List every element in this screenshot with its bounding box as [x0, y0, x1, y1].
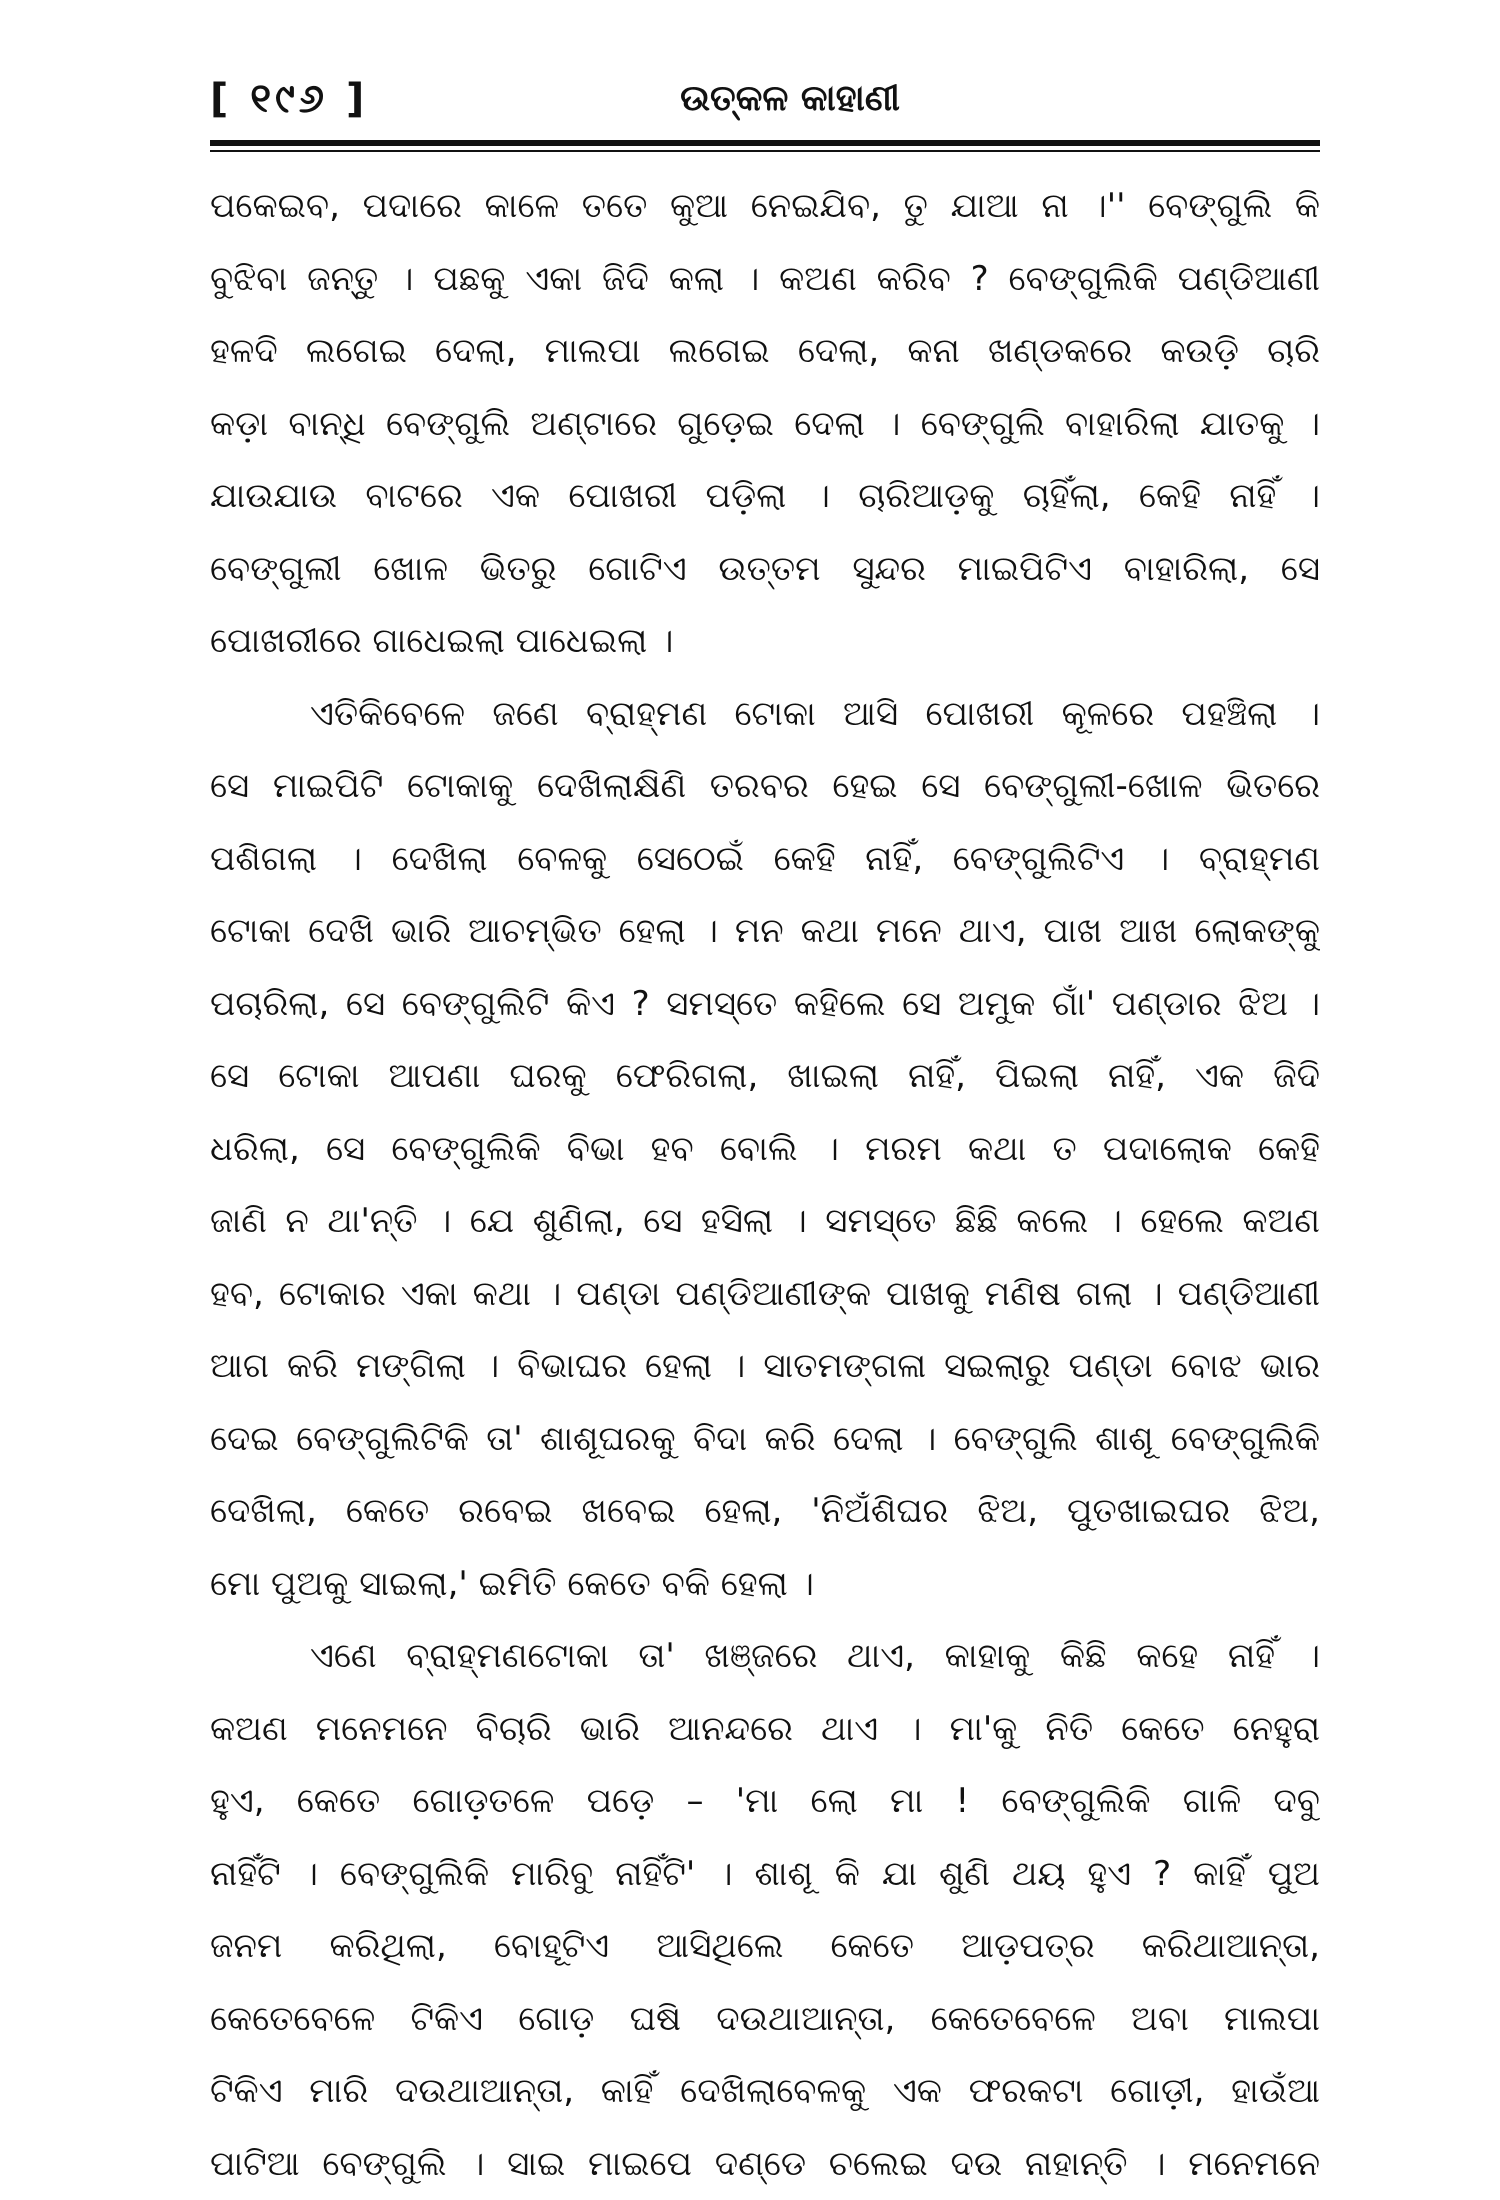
page-number: [ ୧୯୬ ]	[210, 76, 368, 122]
text-line: ବେଙ୍ଗୁଲୀ ଖୋଳ ଭିତରୁ ଗୋଟିଏ ଉତ୍ତମ ସୁନ୍ଦର ମାଇପିଟିଏ ବାହାରିଲା, ସେ	[210, 533, 1320, 606]
text-line: ଜନମ କରିଥିଲା, ବୋହୂଟିଏ ଆସିଥିଲେ କେତେ ଆଡ଼ପତ୍ର କରିଥାଆନ୍ତା,	[210, 1910, 1320, 1983]
text-line: ଦେଇ ବେଙ୍ଗୁଲିଟିକି ତା' ଶାଶୂଘରକୁ ବିଦା କରି ଦେଲା । ବେଙ୍ଗୁଲି ଶାଶୂ ବେଙ୍ଗୁଲିକି	[210, 1403, 1320, 1476]
text-line: ଜାଣି ନ ଥା'ନ୍ତି । ଯେ ଶୁଣିଲା, ସେ ହସିଲା । ସମସ୍ତେ ଛିଛି କଲେ । ହେଲେ କଅଣ	[210, 1185, 1320, 1258]
header-rule-thin	[210, 150, 1320, 152]
text-line: ପଚାରିଲା, ସେ ବେଙ୍ଗୁଲିଟି କିଏ ? ସମସ୍ତେ କହିଲେ ସେ ଅମୁକ ଗାଁ' ପଣ୍ଡାର ଝିଅ ।	[210, 968, 1320, 1041]
text-line: ସେ ଟୋକା ଆପଣା ଘରକୁ ଫେରିଗଲା, ଖାଇଲା ନାହିଁ, ପିଇଲା ନାହିଁ, ଏକ ଜିଦି	[210, 1040, 1320, 1113]
text-line: ମୋ ପୁଅକୁ ସାଇଲା,' ଇମିତି କେତେ ବକି ହେଲା ।	[210, 1548, 1320, 1621]
text-line: ହୁଏ, କେତେ ଗୋଡ଼ତଳେ ପଡ଼େ – 'ମା ଲୋ ମା ! ବେଙ୍ଗୁଲିକି ଗାଳି ଦବୁ	[210, 1765, 1320, 1838]
page-header	[210, 70, 1320, 130]
text-line: ବୁଝିବା ଜନ୍ତୁ । ପଛକୁ ଏକା ଜିଦି କଲା । କଅଣ କରିବ ? ବେଙ୍ଗୁଲିକି ପଣ୍ଡିଆଣୀ	[210, 243, 1320, 316]
text-line: ଯାଉଯାଉ ବାଟରେ ଏକ ପୋଖରୀ ପଡ଼ିଲା । ଚାରିଆଡ଼କୁ ଚାହିଁଲା, କେହି ନାହିଁ ।	[210, 460, 1320, 533]
text-line: ସେ ମାଇପିଟି ଟୋକାକୁ ଦେଖିଲାକ୍ଷିଣି ତରବର ହେଇ ସେ ବେଙ୍ଗୁଲୀ-ଖୋଳ ଭିତରେ	[210, 750, 1320, 823]
text-line: ଦେଖିଲା, କେତେ ରବେଇ ଖବେଇ ହେଲା, 'ନିଅଁଶିଘର ଝିଅ, ପୁତଖାଇଘର ଝିଅ,	[210, 1475, 1320, 1548]
text-line: ପଶିଗଲା । ଦେଖିଲା ବେଳକୁ ସେଠେଇଁ କେହି ନାହିଁ, ବେଙ୍ଗୁଲିଟିଏ । ବ୍ରାହ୍ମଣ	[210, 823, 1320, 896]
text-line: ଟୋକା ଦେଖି ଭାରି ଆଚମ୍ଭିତ ହେଲା । ମନ କଥା ମନେ ଥାଏ, ପାଖ ଆଖ ଲୋକଙ୍କୁ	[210, 895, 1320, 968]
text-line: ଏଣେ ବ୍ରାହ୍ମଣଟୋକା ତା' ଖଞ୍ଜରେ ଥାଏ, କାହାକୁ କିଛି କହେ ନାହିଁ ।	[210, 1620, 1320, 1693]
text-line: ଆଗ କରି ମଙ୍ଗିଲା । ବିଭାଘର ହେଲା । ସାତମଙ୍ଗଳା ସଇଲାରୁ ପଣ୍ଡା ବୋଝ ଭାର	[210, 1330, 1320, 1403]
text-line: କେତେବେଳେ ଟିକିଏ ଗୋଡ଼ ଘଷି ଦଉଥାଆନ୍ତା, କେତେବେଳେ ଅବା ମାଲପା	[210, 1983, 1320, 2056]
text-line: ହଳଦି ଲଗେଇ ଦେଲା, ମାଲପା ଲଗେଇ ଦେଲା, କନା ଖଣ୍ଡକରେ କଉଡ଼ି ଚାରି	[210, 315, 1320, 388]
body-text	[210, 170, 1320, 2200]
text-line: ପୋଖରୀରେ ଗାଧେଇଲା ପାଧେଇଲା ।	[210, 605, 1320, 678]
running-title: ଉତ୍କଳ କାହାଣୀ	[640, 78, 940, 120]
text-line: ପାଟିଆ ବେଙ୍ଗୁଲି । ସାଇ ମାଇପେ ଦଣ୍ଡେ ଚଲେଇ ଦଉ ନାହାନ୍ତି । ମନେମନେ	[210, 2128, 1320, 2200]
text-line: ନାହିଁଟି । ବେଙ୍ଗୁଲିକି ମାରିବୁ ନାହିଁଟି' । ଶାଶୂ କି ଯା ଶୁଣି ଥୟ ହୁଏ ? କାହିଁ ପୁଅ	[210, 1838, 1320, 1911]
text-line: ଏତିକିବେଳେ ଜଣେ ବ୍ରାହ୍ମଣ ଟୋକା ଆସି ପୋଖରୀ କୂଳରେ ପହଞ୍ଚିଲା ।	[210, 678, 1320, 751]
text-line: ପକେଇବ, ପଦାରେ କାଳେ ତତେ କୁଆ ନେଇଯିବ, ତୁ ଯାଆ ନା ।'' ବେଙ୍ଗୁଲି କି	[210, 170, 1320, 243]
header-rule-thick	[210, 140, 1320, 146]
text-line: ଟିକିଏ ମାରି ଦଉଥାଆନ୍ତା, କାହିଁ ଦେଖିଲାବେଳକୁ ଏକ ଫରକଟା ଗୋଡ଼ୀ, ହାଉଁଆ	[210, 2055, 1320, 2128]
text-line: ହବ, ଟୋକାର ଏକା କଥା । ପଣ୍ଡା ପଣ୍ଡିଆଣୀଙ୍କ ପାଖକୁ ମଣିଷ ଗଲା । ପଣ୍ଡିଆଣୀ	[210, 1258, 1320, 1331]
text-line: କଡ଼ା ବାନ୍ଧି ବେଙ୍ଗୁଲି ଅଣ୍ଟାରେ ଗୁଡ଼େଇ ଦେଲା । ବେଙ୍ଗୁଲି ବାହାରିଲା ଯାତକୁ ।	[210, 388, 1320, 461]
text-line: ଧରିଲା, ସେ ବେଙ୍ଗୁଲିକି ବିଭା ହବ ବୋଲି । ମରମ କଥା ତ ପଦାଲୋକ କେହି	[210, 1113, 1320, 1186]
text-line: କଅଣ ମନେମନେ ବିଚାରି ଭାରି ଆନନ୍ଦରେ ଥାଏ । ମା'କୁ ନିତି କେତେ ନେହୁରା	[210, 1693, 1320, 1766]
